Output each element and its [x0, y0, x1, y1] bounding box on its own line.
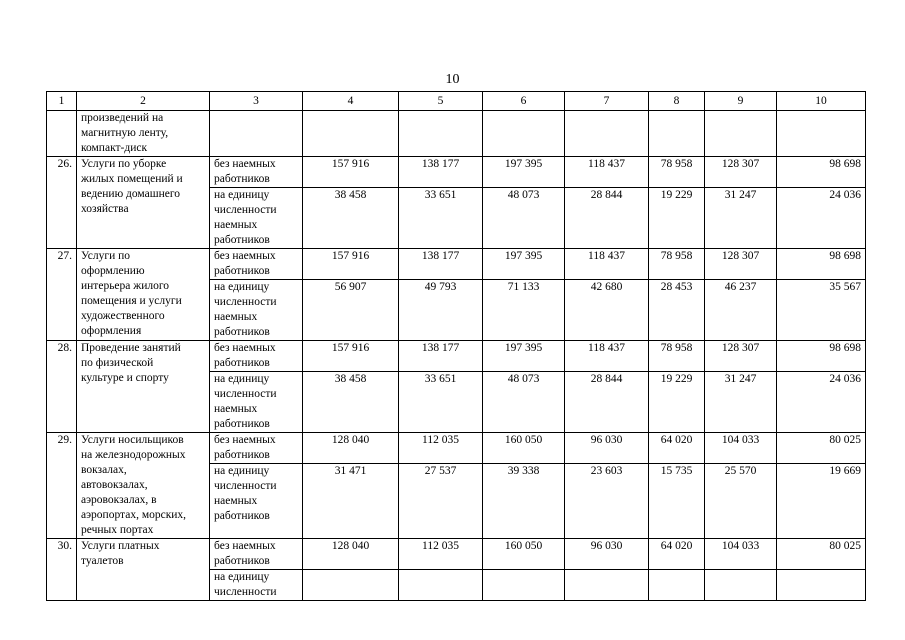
condition-line: численности: [214, 586, 277, 598]
condition-line: численности: [214, 388, 277, 400]
condition-cell: [210, 111, 303, 157]
value-cell: [303, 570, 399, 601]
value-cell: 138 177: [399, 249, 483, 280]
value-cell: 78 958: [649, 249, 705, 280]
value-cell: 128 307: [705, 157, 777, 188]
value-cell: 46 237: [705, 280, 777, 341]
condition-cell: [210, 249, 303, 280]
value-cell: [777, 111, 866, 157]
column-header: 9: [705, 92, 777, 111]
value-cell: [777, 570, 866, 601]
value-cell: [649, 111, 705, 157]
condition-line: на единицу: [214, 373, 270, 385]
service-name-line: ведению домашнего: [81, 188, 181, 200]
value-cell: 104 033: [705, 433, 777, 464]
service-name-cell: [77, 249, 210, 341]
column-header: 4: [303, 92, 399, 111]
value-cell: 128 040: [303, 433, 399, 464]
condition-line: работников: [214, 418, 270, 430]
column-header-row: [47, 92, 866, 111]
value-cell: 138 177: [399, 341, 483, 372]
value-cell: 118 437: [565, 249, 649, 280]
service-name-line: магнитную ленту,: [81, 127, 169, 139]
value-cell: 42 680: [565, 280, 649, 341]
row-number-cell: 27.: [47, 249, 77, 341]
table-body: [47, 92, 866, 601]
value-cell: 33 651: [399, 188, 483, 249]
value-cell: 48 073: [483, 372, 565, 433]
table-row: [47, 539, 866, 570]
service-name-line: аэровокзалах, в: [81, 494, 157, 506]
value-cell: 64 020: [649, 433, 705, 464]
service-name-line: Услуги по: [81, 250, 131, 262]
value-cell: 128 307: [705, 249, 777, 280]
service-name-line: интерьера жилого: [81, 280, 170, 292]
service-name-line: туалетов: [81, 555, 124, 567]
column-header: 8: [649, 92, 705, 111]
condition-cell: [210, 433, 303, 464]
service-name-cell: [77, 433, 210, 539]
condition-line: работников: [214, 265, 270, 277]
column-header: 3: [210, 92, 303, 111]
value-cell: 39 338: [483, 464, 565, 539]
condition-line: наемных: [214, 495, 258, 507]
service-name-line: оформления: [81, 325, 142, 337]
table-row: [47, 341, 866, 372]
condition-cell: [210, 372, 303, 433]
column-header: 2: [77, 92, 210, 111]
row-number-cell: 28.: [47, 341, 77, 433]
value-cell: 28 844: [565, 188, 649, 249]
value-cell: 38 458: [303, 188, 399, 249]
table-row: [47, 249, 866, 280]
service-name-line: Проведение занятий: [81, 342, 181, 354]
row-number-cell: 29.: [47, 433, 77, 539]
condition-line: без наемных: [214, 434, 276, 446]
condition-line: без наемных: [214, 342, 276, 354]
condition-line: на единицу: [214, 571, 270, 583]
value-cell: 157 916: [303, 157, 399, 188]
service-name-line: Услуги платных: [81, 540, 160, 552]
value-cell: [705, 111, 777, 157]
condition-cell: [210, 464, 303, 539]
condition-line: работников: [214, 173, 270, 185]
service-name-line: Услуги носильщиков: [81, 434, 184, 446]
condition-cell: [210, 539, 303, 570]
tariff-table: [46, 91, 866, 601]
value-cell: 33 651: [399, 372, 483, 433]
condition-cell: [210, 341, 303, 372]
continuation-row: [47, 111, 866, 157]
value-cell: 64 020: [649, 539, 705, 570]
service-name-line: аэропортах, морских,: [81, 509, 187, 521]
value-cell: 197 395: [483, 157, 565, 188]
value-cell: [303, 111, 399, 157]
value-cell: 78 958: [649, 341, 705, 372]
value-cell: [483, 570, 565, 601]
value-cell: 27 537: [399, 464, 483, 539]
condition-line: на единицу: [214, 465, 270, 477]
service-name-line: по физической: [81, 357, 154, 369]
condition-line: численности: [214, 296, 277, 308]
service-name-line: жилых помещений и: [81, 173, 183, 185]
value-cell: 24 036: [777, 188, 866, 249]
value-cell: 80 025: [777, 539, 866, 570]
value-cell: 25 570: [705, 464, 777, 539]
service-name-cell: [77, 341, 210, 433]
condition-line: работников: [214, 555, 270, 567]
service-name-cell: [77, 157, 210, 249]
value-cell: 23 603: [565, 464, 649, 539]
condition-line: работников: [214, 234, 270, 246]
value-cell: 28 453: [649, 280, 705, 341]
condition-cell: [210, 157, 303, 188]
value-cell: 96 030: [565, 539, 649, 570]
service-name-cell: [77, 539, 210, 601]
value-cell: 98 698: [777, 249, 866, 280]
service-name-cell: [77, 111, 210, 157]
value-cell: 31 471: [303, 464, 399, 539]
condition-line: численности: [214, 204, 277, 216]
condition-line: без наемных: [214, 540, 276, 552]
value-cell: 112 035: [399, 539, 483, 570]
condition-line: без наемных: [214, 250, 276, 262]
service-name-line: Услуги по уборке: [81, 158, 167, 170]
column-header: 10: [777, 92, 866, 111]
value-cell: 31 247: [705, 188, 777, 249]
service-name-line: хозяйства: [81, 203, 129, 215]
condition-line: работников: [214, 357, 270, 369]
value-cell: 71 133: [483, 280, 565, 341]
condition-line: наемных: [214, 219, 258, 231]
condition-cell: [210, 570, 303, 601]
row-number-cell: [47, 111, 77, 157]
service-name-line: культуре и спорту: [81, 372, 169, 384]
value-cell: 118 437: [565, 157, 649, 188]
row-number-cell: 30.: [47, 539, 77, 601]
condition-line: на единицу: [214, 189, 270, 201]
value-cell: 24 036: [777, 372, 866, 433]
condition-line: на единицу: [214, 281, 270, 293]
service-name-line: художественного: [81, 310, 165, 322]
value-cell: 38 458: [303, 372, 399, 433]
condition-line: работников: [214, 449, 270, 461]
condition-line: без наемных: [214, 158, 276, 170]
value-cell: [565, 111, 649, 157]
service-name-line: автовокзалах,: [81, 479, 148, 491]
condition-line: наемных: [214, 311, 258, 323]
value-cell: 104 033: [705, 539, 777, 570]
value-cell: 128 040: [303, 539, 399, 570]
row-number-cell: 26.: [47, 157, 77, 249]
service-name-line: оформлению: [81, 265, 145, 277]
value-cell: [399, 111, 483, 157]
service-name-line: на железнодорожных: [81, 449, 186, 461]
value-cell: [399, 570, 483, 601]
value-cell: 19 229: [649, 188, 705, 249]
column-header: 1: [47, 92, 77, 111]
value-cell: 80 025: [777, 433, 866, 464]
value-cell: [649, 570, 705, 601]
value-cell: 138 177: [399, 157, 483, 188]
column-header: 6: [483, 92, 565, 111]
service-name-line: вокзалах,: [81, 464, 127, 476]
value-cell: 160 050: [483, 539, 565, 570]
condition-cell: [210, 280, 303, 341]
value-cell: 118 437: [565, 341, 649, 372]
condition-line: численности: [214, 480, 277, 492]
page-number: 10: [445, 72, 460, 87]
value-cell: 28 844: [565, 372, 649, 433]
condition-cell: [210, 188, 303, 249]
value-cell: 160 050: [483, 433, 565, 464]
table-row: [47, 433, 866, 464]
value-cell: 19 229: [649, 372, 705, 433]
value-cell: 112 035: [399, 433, 483, 464]
condition-line: работников: [214, 510, 270, 522]
condition-line: наемных: [214, 403, 258, 415]
value-cell: [705, 570, 777, 601]
service-name-line: речных портах: [81, 524, 154, 536]
value-cell: 197 395: [483, 249, 565, 280]
value-cell: [565, 570, 649, 601]
service-name-line: помещения и услуги: [81, 295, 182, 307]
value-cell: 96 030: [565, 433, 649, 464]
value-cell: 15 735: [649, 464, 705, 539]
value-cell: 19 669: [777, 464, 866, 539]
value-cell: 35 567: [777, 280, 866, 341]
value-cell: 49 793: [399, 280, 483, 341]
value-cell: 31 247: [705, 372, 777, 433]
service-name-line: компакт-диск: [81, 142, 148, 154]
column-header: 5: [399, 92, 483, 111]
value-cell: 157 916: [303, 249, 399, 280]
value-cell: 128 307: [705, 341, 777, 372]
table-row: [47, 157, 866, 188]
value-cell: 56 907: [303, 280, 399, 341]
value-cell: 98 698: [777, 157, 866, 188]
service-name-line: произведений на: [81, 112, 164, 124]
value-cell: 78 958: [649, 157, 705, 188]
column-header: 7: [565, 92, 649, 111]
value-cell: 197 395: [483, 341, 565, 372]
value-cell: 48 073: [483, 188, 565, 249]
value-cell: [483, 111, 565, 157]
condition-line: работников: [214, 326, 270, 338]
value-cell: 157 916: [303, 341, 399, 372]
value-cell: 98 698: [777, 341, 866, 372]
